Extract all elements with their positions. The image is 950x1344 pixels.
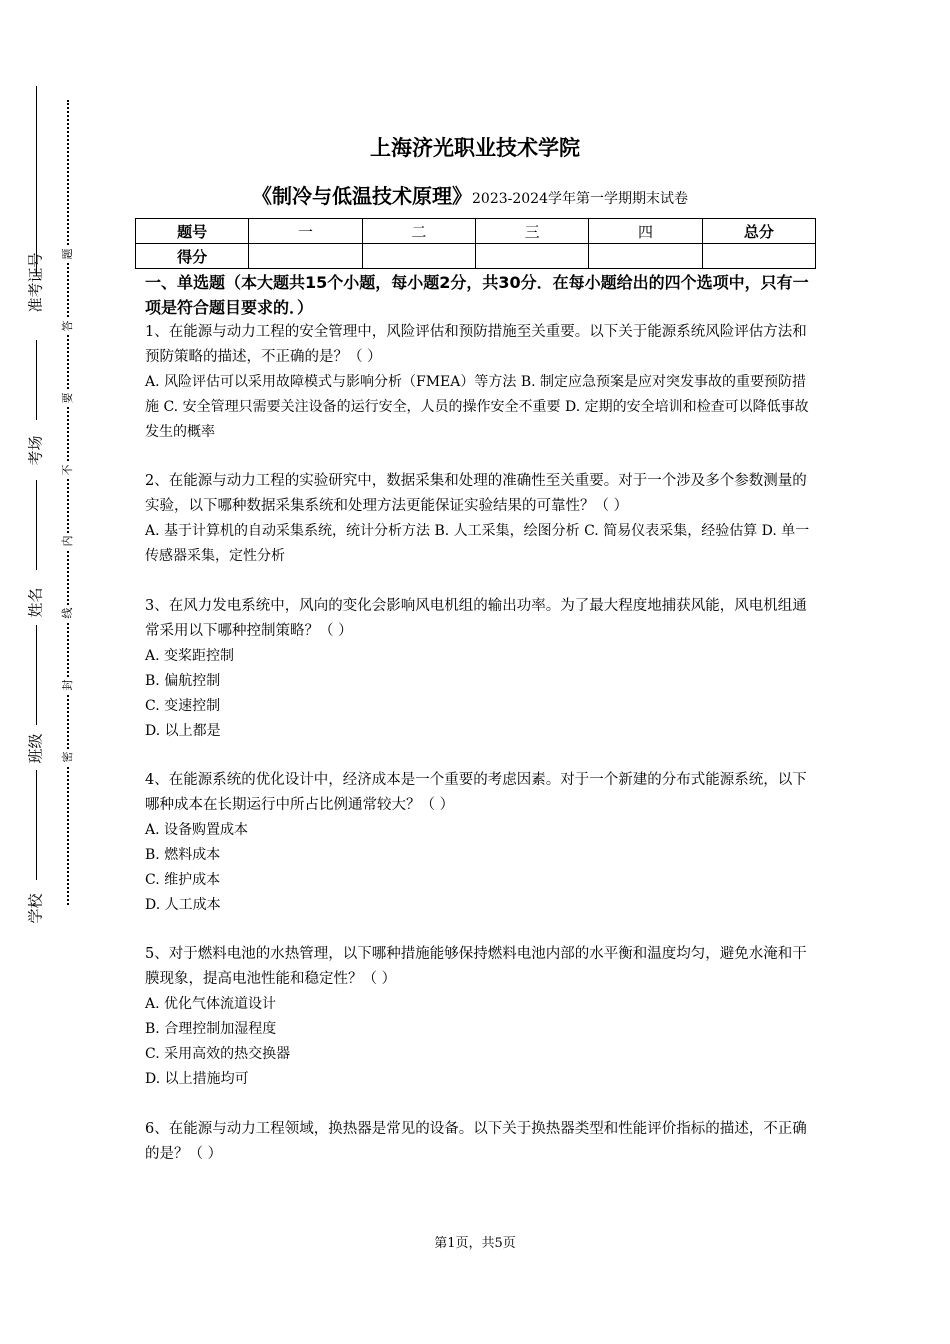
class-label: 班级	[26, 733, 45, 764]
option-b: B. 燃料成本	[145, 847, 221, 863]
score-header-cell: 题号	[136, 219, 249, 244]
question-stem: 3、在风力发电系统中，风向的变化会影响风电机组的输出功率。为了最大程度地捕获风能，风电机组通常采用以下哪种控制策略？（ ）	[145, 598, 807, 639]
question-4	[145, 768, 813, 918]
question-options: A. 基于计算机的自动采集系统，统计分析方法 B. 人工采集，绘图分析 C. 简易仪表采集，经验估算 D. 单一传感器采集，定性分析	[145, 523, 810, 564]
option-a: A. 变桨距控制	[145, 648, 235, 664]
score-table-header-row	[136, 219, 816, 244]
score-cell[interactable]	[589, 244, 702, 269]
seal-char: 封	[60, 677, 76, 693]
option-c: C. 采用高效的热交换器	[145, 1046, 291, 1062]
school-label: 学校	[26, 893, 45, 924]
term-title: 2023-2024学年第一学期期末试卷	[472, 191, 688, 207]
score-cell[interactable]	[702, 244, 815, 269]
page-footer: 第1页，共5页	[434, 1236, 516, 1251]
course-line	[145, 180, 795, 209]
score-table	[135, 218, 816, 269]
seal-char: 答	[60, 318, 76, 334]
section-heading: 一、单选题（本大题共15个小题，每小题2分，共30分．在每小题给出的四个选项中，只有一项是符合题目要求的．）	[145, 273, 809, 317]
question-stem: 2、在能源与动力工程的实验研究中，数据采集和处理的准确性至关重要。对于一个涉及多个参数测量的实验，以下哪种数据采集系统和处理方法更能保证实验结果的可靠性？（ ）	[145, 473, 807, 514]
field-line	[36, 625, 37, 725]
student-name-label: 姓名	[26, 587, 45, 618]
score-header-cell: 三	[475, 219, 588, 244]
exam-room-label: 考场	[26, 435, 45, 466]
seal-char: 内	[60, 533, 76, 549]
option-b: B. 偏航控制	[145, 673, 221, 689]
course-title: 《制冷与低温技术原理》	[252, 184, 472, 208]
seal-char: 题	[60, 246, 76, 262]
score-row-label: 得分	[136, 244, 249, 269]
score-header-cell: 一	[249, 219, 362, 244]
seal-char: 密	[60, 749, 76, 765]
score-table-score-row	[136, 244, 816, 269]
question-stem: 5、对于燃料电池的水热管理，以下哪种措施能够保持燃料电池内部的水平衡和温度均匀，避免水淹和干膜现象，提高电池性能和稳定性？（ ）	[145, 946, 807, 987]
question-stem: 6、在能源与动力工程领域，换热器是常见的设备。以下关于换热器类型和性能评价指标的描述，不正确的是？（ ）	[145, 1121, 807, 1162]
score-header-cell: 四	[589, 219, 702, 244]
binding-strip	[0, 0, 100, 1344]
field-line	[36, 770, 37, 880]
question-2	[145, 469, 813, 569]
option-a: A. 设备购置成本	[145, 822, 249, 838]
school-title: 上海济光职业技术学院	[370, 136, 580, 160]
option-c: C. 变速控制	[145, 698, 221, 714]
option-a: A. 优化气体流道设计	[145, 996, 277, 1012]
score-cell[interactable]	[249, 244, 362, 269]
exam-number-label: 准考证号	[26, 252, 45, 313]
question-options: A. 风险评估可以采用故障模式与影响分析（FMEA）等方法 B. 制定应急预案是应对突发事故的重要预防措施 C. 安全管理只需要关注设备的运行安全，人员的操作安全不重要 D. 定期的安全培训和检查可以降低事故发生的概率	[145, 374, 809, 440]
score-header-cell: 二	[362, 219, 475, 244]
field-line	[36, 340, 37, 420]
score-cell[interactable]	[475, 244, 588, 269]
question-1	[145, 320, 813, 445]
question-5	[145, 942, 813, 1092]
field-line	[36, 480, 37, 570]
score-cell[interactable]	[362, 244, 475, 269]
field-line	[36, 86, 37, 276]
seal-char: 要	[60, 390, 76, 406]
question-3	[145, 594, 813, 744]
option-d: D. 以上措施均可	[145, 1071, 249, 1087]
option-d: D. 以上都是	[145, 723, 221, 739]
option-b: B. 合理控制加湿程度	[145, 1021, 277, 1037]
question-6	[145, 1117, 813, 1167]
question-stem: 4、在能源系统的优化设计中，经济成本是一个重要的考虑因素。对于一个新建的分布式能源系统，以下哪种成本在长期运行中所占比例通常较大？（ ）	[145, 772, 807, 813]
seal-dotted-line	[67, 100, 69, 905]
seal-char: 线	[60, 605, 76, 621]
seal-char: 不	[60, 462, 76, 478]
option-d: D. 人工成本	[145, 897, 221, 913]
option-c: C. 维护成本	[145, 872, 221, 888]
score-header-cell: 总分	[702, 219, 815, 244]
question-stem: 1、在能源与动力工程的安全管理中，风险评估和预防措施至关重要。以下关于能源系统风险评估方法和预防策略的描述，不正确的是？（ ）	[145, 324, 807, 365]
